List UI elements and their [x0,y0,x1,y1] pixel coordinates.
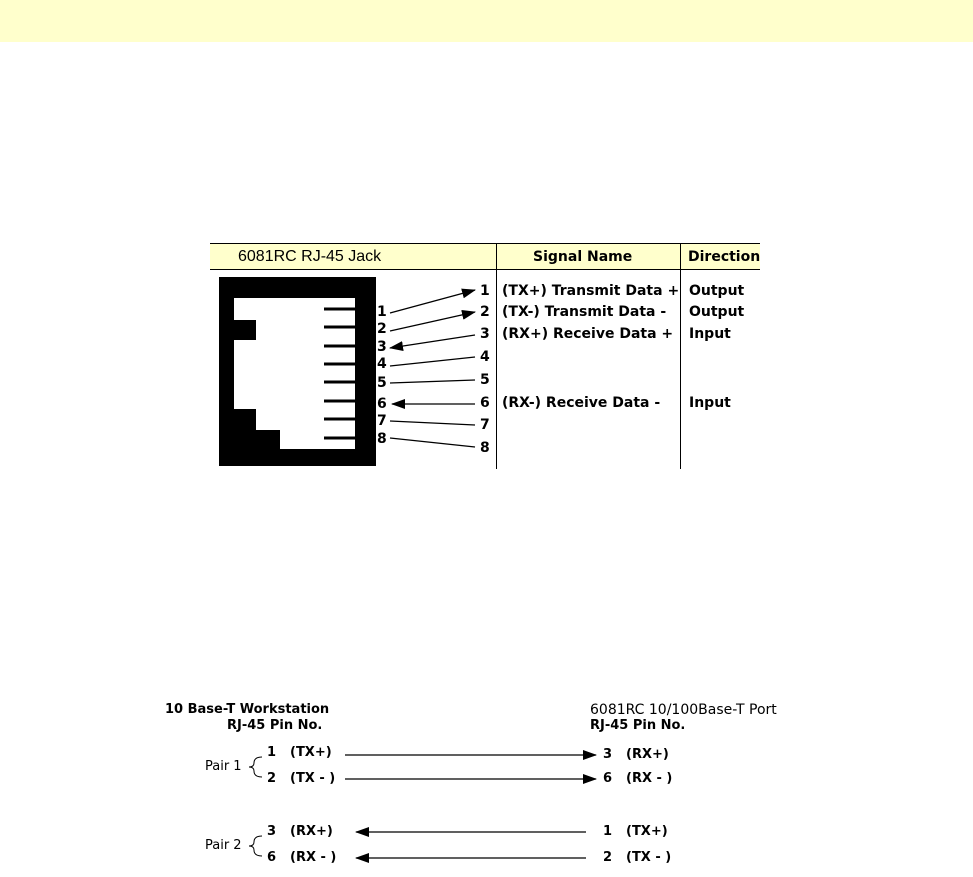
line-pin7 [390,421,475,425]
line-pin1 [390,290,475,313]
right-pin-5: 5 [480,372,490,388]
pair1-left-signal-b: (TX - ) [290,771,336,786]
pair1-label: Pair 1 [205,759,242,774]
line-pin4 [390,357,475,366]
pair2-right-pin-b: 2 [603,850,613,865]
line-pin3 [390,335,475,348]
header-signal-name: Signal Name [533,249,633,265]
pair2-label: Pair 2 [205,838,242,853]
pair1-right-pin-a: 3 [603,747,613,762]
pair2-right-signal-a: (TX+) [626,824,668,839]
pair1-left-pin-a: 1 [267,745,277,760]
header-jack: 6081RC RJ-45 Jack [238,248,382,265]
direction-row-1: Output [689,283,745,299]
direction-row-3: Input [689,326,731,342]
direction-row-2: Output [689,304,745,320]
line-pin2 [390,312,475,331]
pair1-right-signal-b: (RX - ) [626,771,673,786]
pair2-right-signal-b: (TX - ) [626,850,672,865]
pin-lines [390,290,475,447]
workstation-title: 10 Base-T Workstation [165,702,330,717]
brace-pair2-icon [249,836,262,856]
left-pin-5: 5 [377,375,387,391]
right-pin-6: 6 [480,395,490,411]
left-pin-2: 2 [377,321,387,337]
signal-tx-minus: (TX-) Transmit Data - [502,304,667,320]
signal-tx-plus: (TX+) Transmit Data + [502,283,680,299]
header-direction: Direction [688,249,761,265]
direction-row-6: Input [689,395,731,411]
workstation-subtitle: RJ-45 Pin No. [227,718,323,733]
right-pin-1: 1 [480,283,490,299]
jack-contacts [324,309,356,438]
port-subtitle: RJ-45 Pin No. [590,718,686,733]
right-pin-3: 3 [480,326,490,342]
left-pin-6: 6 [377,396,387,412]
pair2-right-pin-a: 1 [603,824,613,839]
line-pin8 [390,438,475,447]
pair2-left-signal-a: (RX+) [290,824,333,839]
right-pin-2: 2 [480,304,490,320]
left-pin-8: 8 [377,431,387,447]
pair1-right-pin-b: 6 [603,771,613,786]
pair2-left-pin-b: 6 [267,850,277,865]
left-pin-4: 4 [377,356,387,372]
crossover-arrows [345,755,596,858]
brace-pair1-icon [249,757,262,777]
line-pin5 [390,380,475,383]
pair1-left-signal-a: (TX+) [290,745,332,760]
pair2-left-signal-b: (RX - ) [290,850,337,865]
pair1-left-pin-b: 2 [267,771,277,786]
right-pin-7: 7 [480,417,490,433]
pair2-left-pin-a: 3 [267,824,277,839]
signal-rx-minus: (RX-) Receive Data - [502,395,661,411]
right-pin-8: 8 [480,440,490,456]
signal-rx-plus: (RX+) Receive Data + [502,326,674,342]
right-pin-4: 4 [480,349,490,365]
left-pin-7: 7 [377,413,387,429]
left-pin-3: 3 [377,339,387,355]
left-pin-1: 1 [377,304,387,320]
pair1-right-signal-a: (RX+) [626,747,669,762]
port-title: 6081RC 10/100Base-T Port [590,702,777,718]
